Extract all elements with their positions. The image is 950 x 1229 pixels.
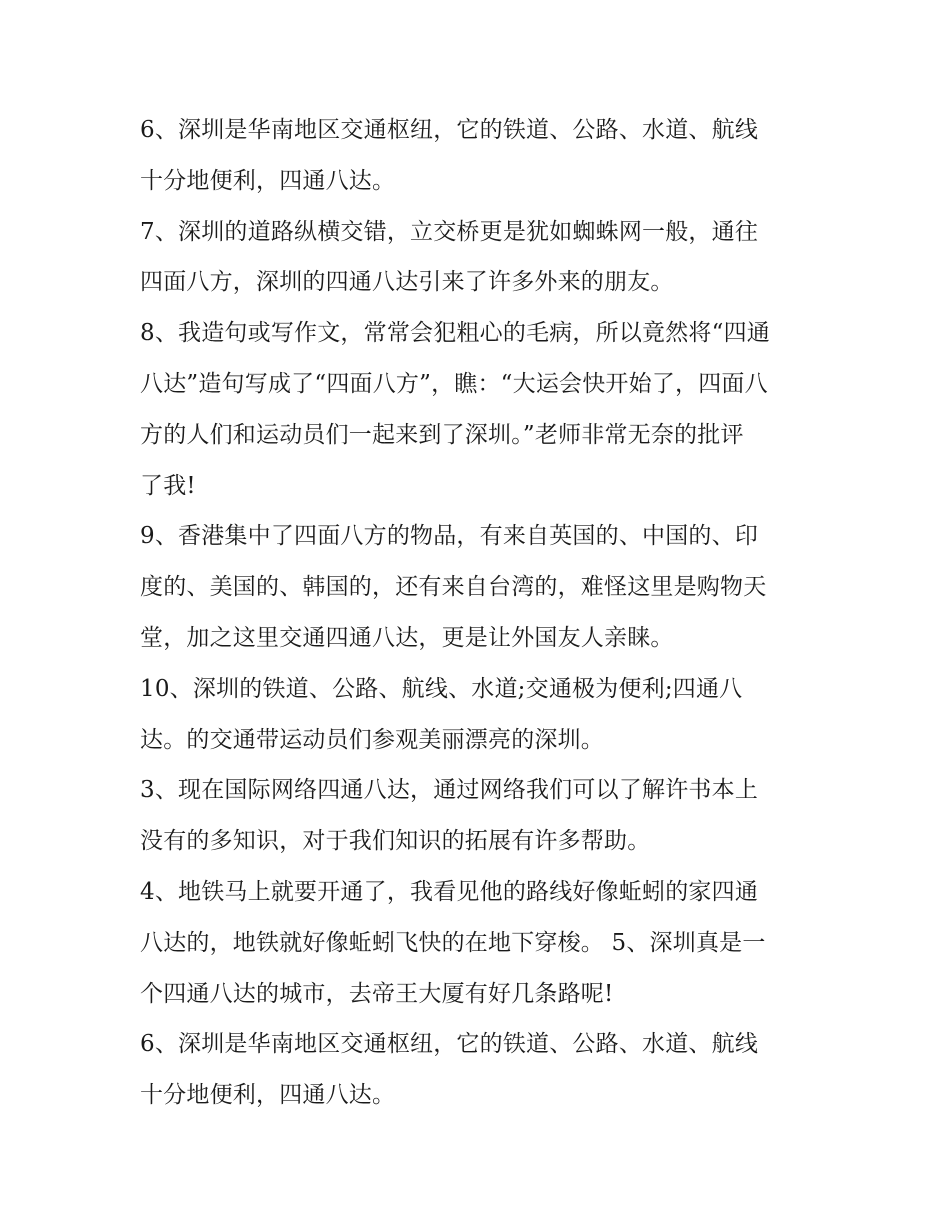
text-line: 6、深圳是华南地区交通枢纽，它的铁道、公路、水道、航线	[140, 117, 759, 143]
text-line: 十分地便利，四通八达。	[140, 167, 396, 194]
text-line: 3、现在国际网络四通八达，通过网络我们可以了解许书本上	[140, 777, 759, 804]
text-line: 方的人们和运动员们一起来到了深圳。”老师非常无奈的批评	[140, 421, 744, 448]
text-line: 四面八方，深圳的四通八达引来了许多外来的朋友。	[140, 269, 674, 296]
text-line: 八达”造句写成了“四面八方”，瞧：“大运会快开始了，四面八	[140, 370, 768, 397]
text-line: 7、深圳的道路纵横交错，立交桥更是犹如蜘蛛网一般，通往	[140, 218, 759, 245]
text-line: 八达的，地铁就好像蚯蚓飞快的在地下穿梭。 5、深圳真是一	[140, 929, 766, 956]
text-line: 4、地铁马上就要开通了，我看见他的路线好像蚯蚓的家四通	[140, 878, 759, 905]
text-line: 达。的交通带运动员们参观美丽漂亮的深圳。	[140, 726, 604, 753]
text-line: 了我!	[140, 472, 196, 499]
text-line: 8、我造句或写作文，常常会犯粗心的毛病，所以竟然将“四通	[140, 320, 770, 347]
text-line: 没有的多知识，对于我们知识的拓展有许多帮助。	[140, 828, 651, 855]
text-line: 10、深圳的铁道、公路、航线、水道;交通极为便利;四通八	[140, 675, 743, 702]
text-line: 十分地便利，四通八达。	[140, 1082, 396, 1109]
text-line: 度的、美国的、韩国的，还有来自台湾的，难怪这里是购物天	[140, 574, 767, 601]
text-line: 堂，加之这里交通四通八达，更是让外国友人亲睐。	[140, 624, 674, 651]
text-line: 6、深圳是华南地区交通枢纽，它的铁道、公路、水道、航线	[140, 1031, 759, 1058]
document-body	[140, 105, 820, 1121]
text-line: 个四通八达的城市，去帝王大厦有好几条路呢!	[140, 980, 614, 1007]
text-line: 9、香港集中了四面八方的物品，有来自英国的、中国的、印	[140, 523, 759, 550]
